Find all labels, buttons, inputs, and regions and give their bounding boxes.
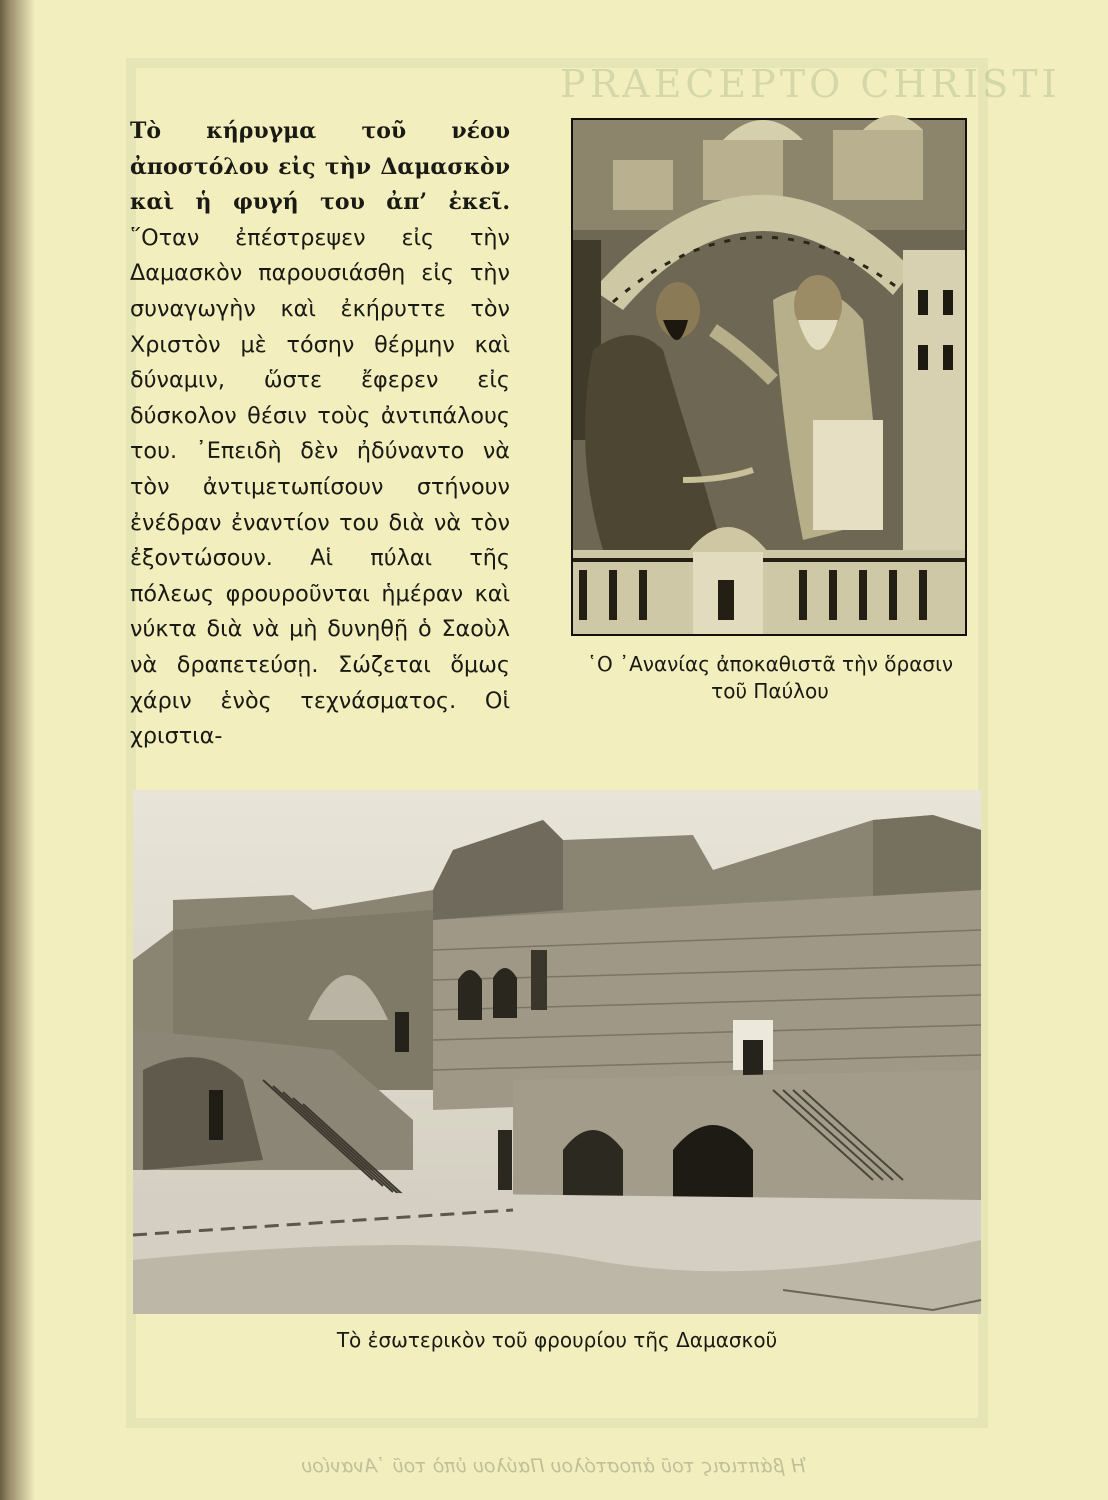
fortress-photo [133,790,981,1314]
article-body: ῞Οταν ἐπέστρεψεν εἰς τὴν Δαμασκὸν παρουσιάσθη εἰς τὴν συναγωγὴν καὶ ἐκήρυττε τὸν Χριστὸν μὲ τόσην θέρμην καὶ δύναμιν, ὥστε ἔφερεν εἰς δύσκολον θέσιν τοὺς ἀντιπάλους του. ᾿Επειδὴ δὲν ἠδύναντο νὰ τὸν ἀντιμετωπίσουν στήνουν ἐνέδραν ἐναντίον του διὰ νὰ τὸν ἐξοντώσουν. Αἱ πύλαι τῆς πόλεως φρουροῦνται ἡμέραν καὶ νύκτα διὰ νὰ μὴ δυνηθῇ ὁ Σαοὺλ νὰ δραπετεύσῃ. Σώζεται ὅμως χάριν ἑνὸς τεχνάσματος. Οἱ χριστια- [130,224,510,750]
article-heading: Τὸ κήρυγμα τοῦ νέου ἀποστόλου εἰς τὴν Δαμασκὸν καὶ ἡ φυγή του ἀπ’ ἐκεῖ. [130,118,510,216]
fresco-caption [560,651,980,705]
article-text [130,114,510,755]
show-through-caption: Ἡ βάπτισις τοῦ ἀποστόλου Παύλου ὑπὸ τοῦ ᾿Ανανίου [301,1455,807,1477]
fresco-caption-line2: τοῦ Παύλου [711,679,829,703]
fresco-image-ananias-paul [571,118,967,636]
book-spine-shadow [0,0,34,1500]
show-through-title: PRAECEPTO CHRISTI [560,62,1061,106]
fresco-caption-line1: ῾Ο ᾿Ανανίας ἀποκαθιστᾶ τὴν ὅρασιν [586,652,954,676]
fortress-caption: Τὸ ἐσωτερικὸν τοῦ φρουρίου τῆς Δαμασκοῦ [336,1328,778,1352]
